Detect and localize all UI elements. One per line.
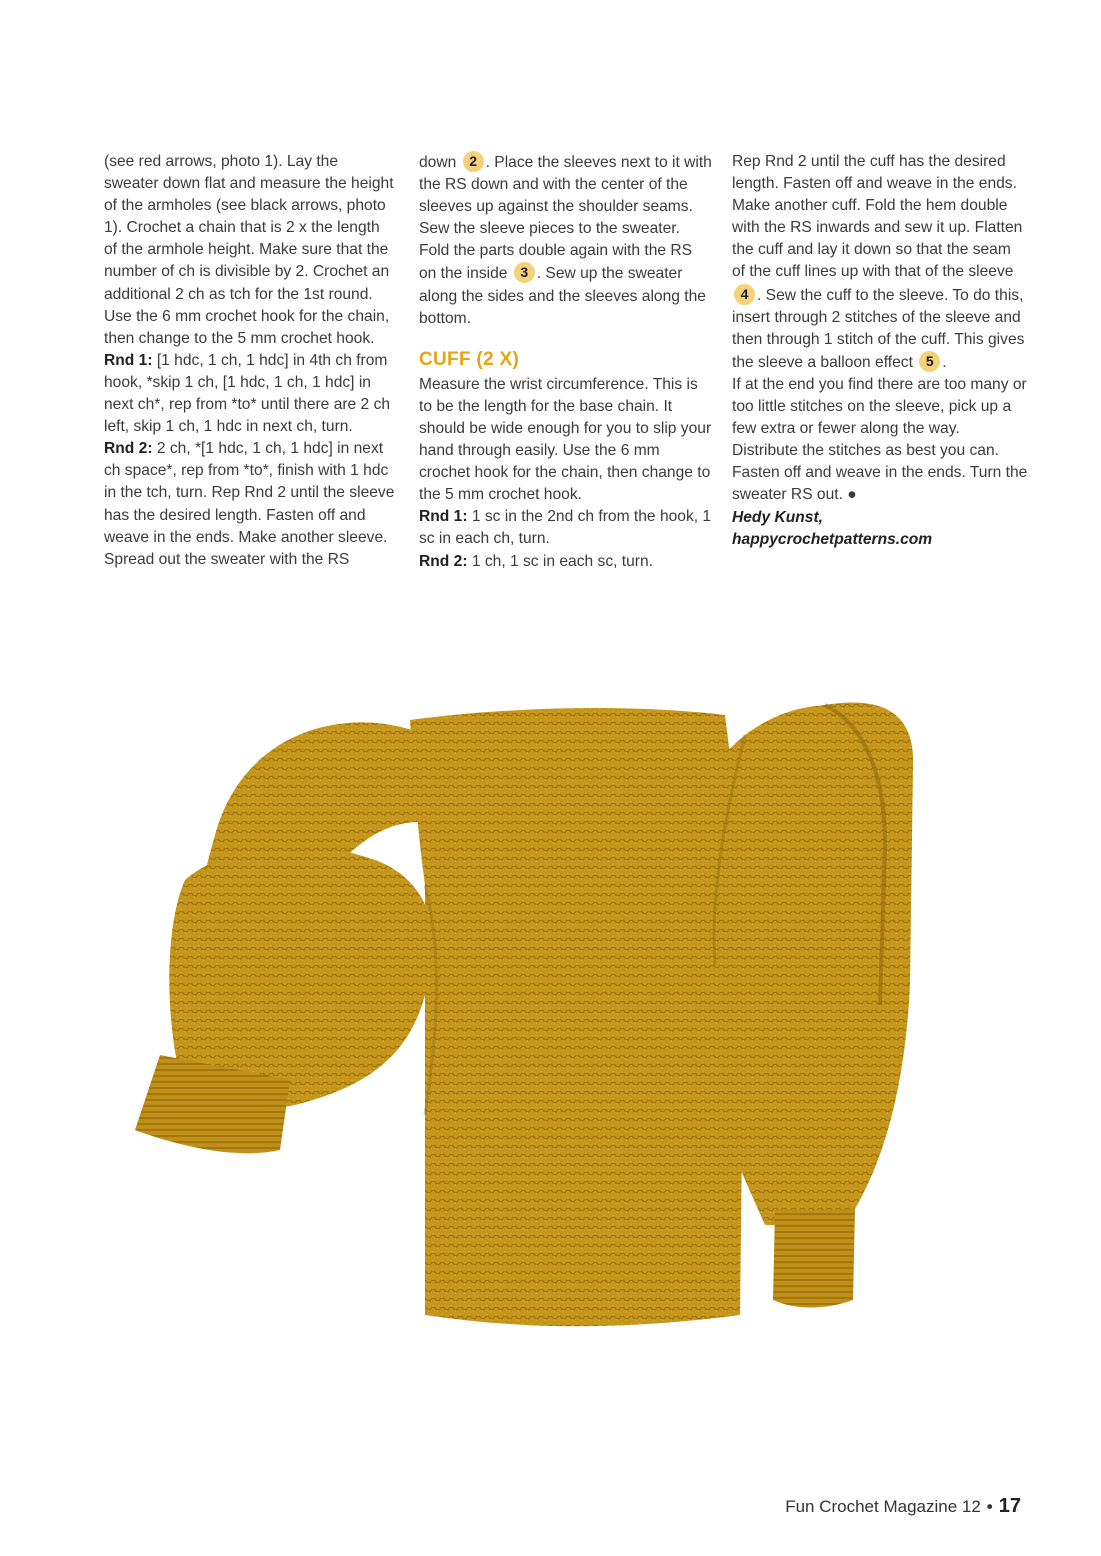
text-run: . Sew the cuff to the sleeve. To do this, insert through 2 stitches of the sleeve and then through 1 stitch of the cuff. This gives the sleeve a balloon effect	[732, 286, 1025, 371]
round-label: Rnd 2:	[104, 440, 153, 458]
text-run: Rep Rnd 2 until the cuff has the desired length. Fasten off and weave in the ends. Make another cuff. Fold the hem double with the RS inwards and sew it up. Flatten the cuff and lay it down so that the seam of the cuff lines up with that of the sleeve	[732, 153, 1023, 281]
photo-number-badge: 5	[919, 351, 940, 372]
photo-number-badge: 4	[734, 284, 755, 305]
round-text: 2 ch, *[1 hdc, 1 ch, 1 hdc] in next ch space*, rep from *to*, finish with 1 hdc in the tch, turn. Rep Rnd 2 until the sleeve has the desired length. Fasten off and weave in the ends. Make another sleeve. Spread out the sweater with the RS	[104, 440, 395, 568]
text-column-2	[419, 151, 713, 573]
paragraph: Measure the wrist circumference. This is to be the length for the base chain. It should be wide enough for you to slip your hand through easily. Use the 6 mm crochet hook for the chain, then change to the 5 mm crochet hook.	[419, 375, 712, 504]
page-footer	[785, 1495, 1021, 1518]
round-text: 1 sc in the 2nd ch from the hook, 1 sc in each ch, turn.	[419, 508, 712, 548]
text-run: .	[942, 353, 947, 371]
section-heading: CUFF (2 X)	[419, 348, 520, 370]
paragraph: If at the end you find there are too many or too little stitches on the sleeve, pick up a few extra or fewer along the way. Distribute the stitches as best you can. Fasten off and weave in the ends. Turn the sweater RS out. ●	[732, 375, 1028, 504]
round-label: Rnd 1:	[419, 508, 468, 526]
footer-separator: •	[986, 1497, 993, 1516]
round-1-instruction	[104, 350, 396, 438]
paragraph: (see red arrows, photo 1). Lay the sweater down flat and measure the height of the armholes (see black arrows, photo 1). Crochet a chain that is 2 x the length of the armhole height. Make sure that the number of ch is divisible by 2. Crochet an additional 2 ch as tch for the 1st round. Use the 6 mm crochet hook for the chain, then change to the 5 mm crochet hook.	[104, 153, 394, 347]
text-column-1	[104, 151, 396, 571]
round-2-instruction	[104, 438, 396, 571]
paragraph	[419, 151, 713, 330]
paragraph	[732, 151, 1028, 374]
round-1-instruction	[419, 506, 713, 550]
magazine-name: Fun Crochet Magazine 12	[785, 1497, 981, 1516]
text-run: down	[419, 154, 461, 171]
author-name: Hedy Kunst,	[732, 508, 823, 526]
round-label: Rnd 2:	[419, 552, 468, 570]
photo-number-badge: 3	[514, 262, 535, 283]
round-text: [1 hdc, 1 ch, 1 hdc] in 4th ch from hook, *skip 1 ch, [1 hdc, 1 ch, 1 hdc] in next ch*, rep from *to* until there are 2 ch left, skip 1 ch, 1 hdc in next ch, turn.	[104, 351, 391, 436]
round-label: Rnd 1:	[104, 351, 153, 369]
right-cuff	[773, 1210, 855, 1308]
photo-number-badge: 2	[463, 151, 484, 172]
text-run: . Place the sleeves next to it with the RS down and with the center of the sleeves up against the shoulder seams. Sew the sleeve pieces to the sweater. Fold the parts double again with the RS on the inside	[419, 154, 712, 283]
round-2-instruction	[419, 551, 713, 573]
page-number: 17	[998, 1495, 1021, 1517]
author-website: happycrochetpatterns.com	[732, 530, 933, 548]
round-text: 1 ch, 1 sc in each sc, turn.	[467, 552, 653, 570]
text-run: . Sew up the sweater along the sides and the sleeves along the bottom.	[419, 265, 706, 327]
sweater-photo	[125, 665, 925, 1455]
text-column-3	[732, 151, 1028, 551]
